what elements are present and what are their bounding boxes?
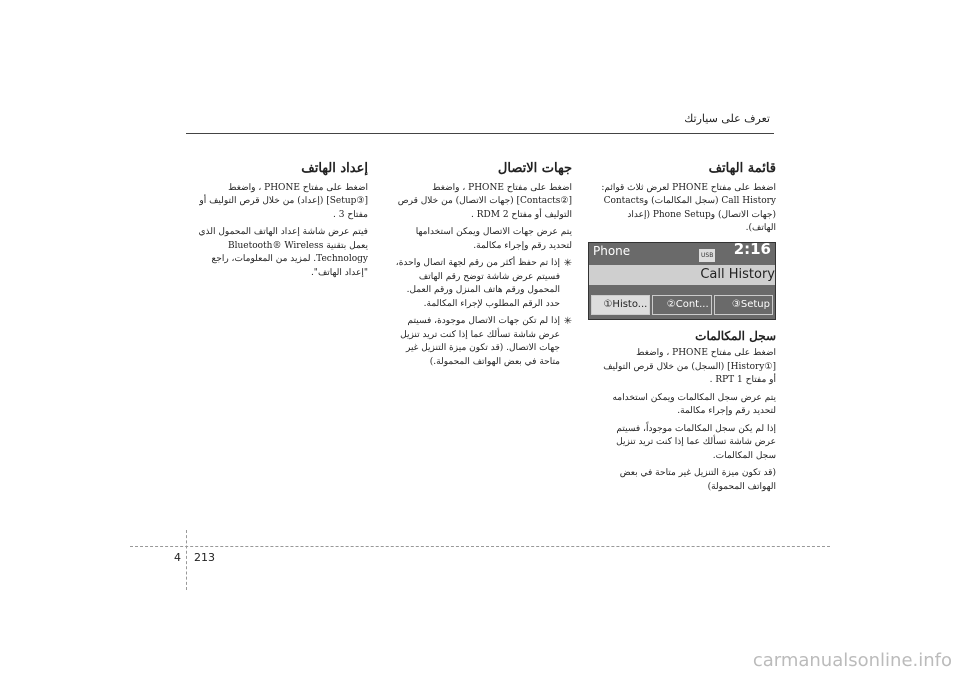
screen-usb-badge: USB [699, 249, 715, 263]
footer-vertical-divider [186, 530, 187, 590]
call-history-screen [588, 239, 776, 320]
section-phone-menu [593, 161, 776, 498]
sparkle-icon: ✳ [563, 258, 572, 269]
call-history-text-3: إذا لم يكن سجل المكالمات موجوداً، فسيتم عرض شاشة تسألك عما إذا كنت تريد تنزيل سجل المكالمات. [616, 423, 776, 461]
screen-history-button: ①Histo... [591, 295, 650, 315]
contacts-text-2: يتم عرض جهات الاتصال ويمكن استخدامها لتحديد رقم وإجراء مكالمة. [415, 227, 572, 251]
sparkle-icon: ✳ [563, 316, 572, 327]
heading-phone-menu: قائمة الهاتف [708, 161, 776, 176]
screen-button-row [591, 295, 773, 315]
heading-call-history: سجل المكالمات [695, 328, 776, 343]
screen-time: 2:16 [733, 239, 771, 258]
footer-divider [130, 546, 830, 547]
phone-setup-text-2: فيتم عرض شاشة إعداد الهاتف المحمول الذي يعمل بتقنية Bluetooth® Wireless Technology. لمزيد من المعلومات، راجع "إعداد الهاتف". [198, 227, 368, 278]
screen-contacts-button: ②Cont... [652, 295, 711, 315]
contacts-note-2 [392, 315, 572, 369]
call-history-text-4: (قد تكون ميزة التنزيل غير متاحة في بعض الهواتف المحمولة) [619, 468, 776, 492]
page-header-title: تعرف على سيارتك [684, 112, 770, 125]
page-number: 213 [194, 551, 215, 564]
section-contacts [392, 162, 572, 373]
contacts-note-2-text: إذا لم تكن جهات الاتصال موجودة، فسيتم عرض شاشة تسألك عما إذا كنت تريد تنزيل جهات الاتصال. (قد تكون ميزة التنزيل غير متاحة في بعض الهواتف المحمولة.) [400, 316, 560, 367]
screen-phone-label: Phone [593, 243, 631, 258]
call-history-text-2: يتم عرض سجل المكالمات ويمكن استخدامه لتحديد رقم وإجراء مكالمة. [612, 392, 776, 416]
screen-setup-button: ③Setup [714, 295, 773, 315]
header-divider [186, 133, 774, 134]
phone-menu-text: اضغط على مفتاح PHONE لعرض ثلاث قوائم: Call History (سجل المكالمات) وContacts (جهات الاتصال) وPhone Setup (إعداد الهاتف). [601, 182, 776, 233]
watermark: carmanualsonline.info [752, 650, 952, 671]
contacts-text-1: اضغط على مفتاح PHONE ، واضغط [②Contacts] (جهات الاتصال) من خلال قرص التوليف أو مفتاح 2 RDM . [397, 182, 572, 220]
phone-setup-text-1: اضغط على مفتاح PHONE ، واضغط [③Setup] (إعداد) من خلال قرص التوليف أو مفتاح 3 . [199, 182, 368, 220]
heading-phone-setup: إعداد الهاتف [301, 161, 368, 176]
screen-title: Call History [589, 265, 775, 285]
contacts-note-1-text: إذا تم حفظ أكثر من رقم لجهة اتصال واحدة، فسيتم عرض شاشة توضح رقم الهاتف المحمول ورقم هاتف المنزل ورقم العمل. حدد الرقم المطلوب لإجراء المكالمة. [395, 258, 560, 309]
chapter-number: 4 [174, 551, 181, 564]
section-phone-setup [188, 162, 368, 284]
call-history-text-1: اضغط على مفتاح PHONE ، واضغط [①History] (السجل) من خلال قرص التوليف أو مفتاح 1 RPT . [603, 348, 776, 385]
heading-contacts: جهات الاتصال [497, 161, 572, 176]
contacts-note-1 [392, 257, 572, 311]
